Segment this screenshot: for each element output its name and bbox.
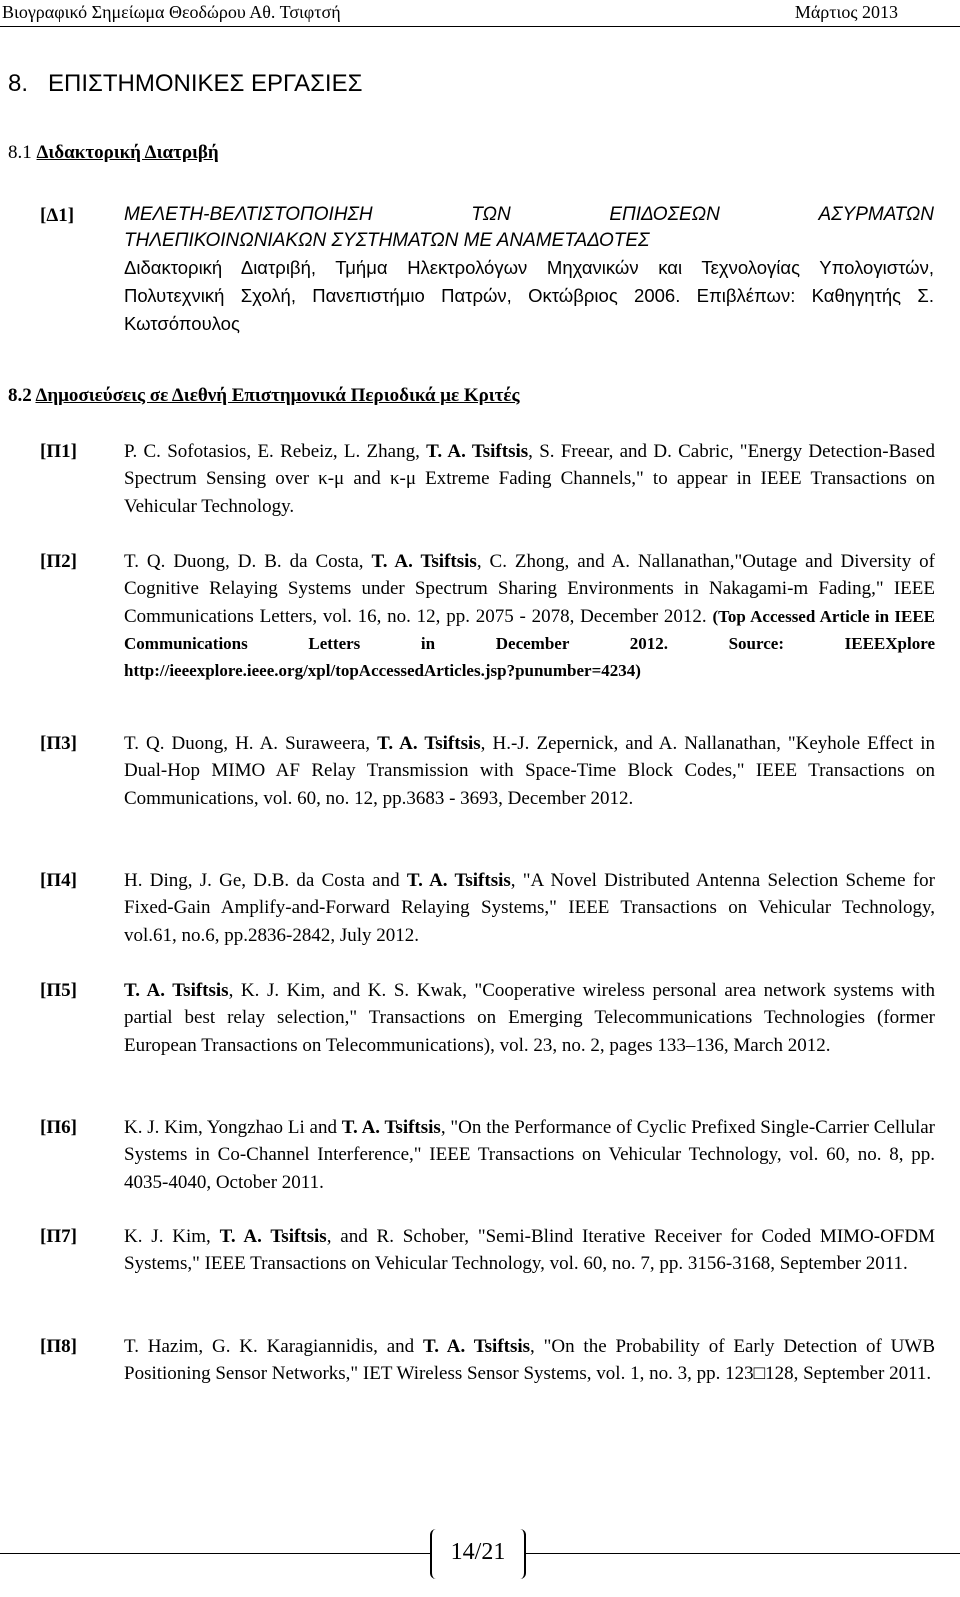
page-number-box <box>430 1529 526 1579</box>
paper-label: [Π2] <box>40 551 77 572</box>
paper-details: , H.-J. Zepernick, and A. Nallanathan, "Keyhole Effect in Dual-Hop MIMO AF Relay Transmission with Space-Time Block Codes," IEEE Transactions on Communications, vol. 60, no. 12, pp.3683 - 3693, December 2012. <box>124 733 935 809</box>
subsection-text: Διδακτορική Διατριβή <box>36 142 219 163</box>
paper-citation <box>124 1223 935 1278</box>
page-number: 14/21 <box>450 1539 506 1565</box>
thesis-title-word: ΕΠΙΔΟΣΕΩΝ <box>609 204 720 225</box>
subsection-text: Δημοσιεύσεις σε Διεθνή Επιστημονικά Περιοδικά με Κριτές <box>35 385 520 406</box>
page-footer <box>0 1519 960 1579</box>
paper-authors-pre: T. Hazim, G. K. Karagiannidis, and <box>124 1336 423 1357</box>
paper-citation <box>124 438 935 520</box>
section-title: 8. ΕΠΙΣΤΗΜΟΝΙΚΕΣ ΕΡΓΑΣΙΕΣ <box>8 70 363 97</box>
paper-label: [Π7] <box>40 1226 77 1247</box>
subsection-title-thesis <box>8 142 219 164</box>
thesis-title-word: ΜΕΛΕΤΗ-ΒΕΛΤΙΣΤΟΠΟΙΗΣΗ <box>124 204 373 225</box>
paper-highlight-author: T. A. Tsiftsis <box>406 870 511 891</box>
paper-citation <box>124 730 935 812</box>
paper-highlight-author: T. A. Tsiftsis <box>377 733 481 754</box>
subsection-title-journals <box>8 385 520 407</box>
paper-authors-pre: P. C. Sofotasios, E. Rebeiz, L. Zhang, <box>124 441 427 462</box>
paper-highlight-author: T. A. Tsiftsis <box>124 980 229 1001</box>
page-header <box>0 0 960 27</box>
paper-details: , S. Freear, and D. Cabric, "Energy Detection-Based Spectrum Sensing over κ-μ and κ-μ Extreme Fading Channels," to appear in IEEE Transactions on Vehicular Technology. <box>124 441 935 517</box>
paper-highlight-author: T. A. Tsiftsis <box>426 441 529 462</box>
paper-label: [Π1] <box>40 441 77 462</box>
paper-citation <box>124 1333 935 1388</box>
paper-authors-pre: H. Ding, J. Ge, D.B. da Costa and <box>124 870 407 891</box>
paper-citation <box>124 1114 935 1196</box>
thesis-title-word: ΑΣΥΡΜΑΤΩΝ <box>818 204 934 225</box>
paper-citation <box>124 548 935 684</box>
header-date: Μάρτιος 2013 <box>794 2 898 22</box>
paper-authors-pre: T. Q. Duong, H. A. Suraweera, <box>124 733 378 754</box>
paper-highlight-author: T. A. Tsiftsis <box>422 1336 531 1357</box>
paper-details: , "On the Performance of Cyclic Prefixed Single-Carrier Cellular Systems in Co-Channel Interference," IEEE Transactions on Vehicular Technology, vol. 60, no. 8, pp. 4035-4040, October 2011. <box>124 1117 935 1193</box>
thesis-title-line2: ΤΗΛΕΠΙΚΟΙΝΩΝΙΑΚΩΝ ΣΥΣΤΗΜΑΤΩΝ ΜΕ ΑΝΑΜΕΤΑΔΟΤΕΣ <box>124 230 650 251</box>
thesis-details: Διδακτορική Διατριβή, Τμήμα Ηλεκτρολόγων Μηχανικών και Τεχνολογίας Υπολογιστών, Πολυτεχνική Σχολή, Πανεπιστήμιο Πατρών, Οκτώβριος 2006. Επιβλέπων: Καθηγητής Σ. Κωτσόπουλος <box>124 257 934 334</box>
thesis-title-line1 <box>124 202 934 228</box>
paper-label: [Π5] <box>40 980 77 1001</box>
paper-label: [Π6] <box>40 1117 77 1138</box>
thesis-label: [Δ1] <box>40 205 75 226</box>
thesis-title-word: ΤΩΝ <box>471 204 511 225</box>
paper-highlight-author: T. A. Tsiftsis <box>341 1117 441 1138</box>
paper-label: [Π8] <box>40 1336 77 1357</box>
paper-highlight-author: T. A. Tsiftsis <box>219 1226 327 1247</box>
paper-label: [Π4] <box>40 870 77 891</box>
paper-details: , "On the Probability of Early Detection of UWB Positioning Sensor Networks," IET Wireless Sensor Systems, vol. 1, no. 3, pp. 123□128, September 2011. <box>124 1336 935 1385</box>
paper-authors-pre: K. J. Kim, <box>124 1226 220 1247</box>
paper-label: [Π3] <box>40 733 77 754</box>
subsection-number: 8.2 <box>8 385 36 406</box>
paper-note: (Top Accessed Article in IEEE Communications Letters in December 2012. Source: IEEEXplore http://ieeexplore.ieee.org/xpl/topAccessedArticles.jsp?punumber=4234) <box>124 606 935 681</box>
paper-citation <box>124 867 935 949</box>
paper-details: , K. J. Kim, and K. S. Kwak, "Cooperative wireless personal area network systems with partial best relay selection," Transactions on Emerging Telecommunications Technologies (former European Transactions on Telecommunications), vol. 23, no. 2, pages 133–136, March 2012. <box>124 980 935 1056</box>
header-title: Βιογραφικό Σημείωμα Θεοδώρου Αθ. Τσιφτσή <box>2 2 341 22</box>
paper-authors-pre: K. J. Kim, Yongzhao Li and <box>124 1117 342 1138</box>
paper-citation <box>124 977 935 1059</box>
paper-highlight-author: T. A. Tsiftsis <box>371 551 477 572</box>
paper-details: , and R. Schober, "Semi-Blind Iterative Receiver for Coded MIMO-OFDM Systems," IEEE Transactions on Vehicular Technology, vol. 60, no. 7, pp. 3156-3168, September 2011. <box>124 1226 935 1275</box>
subsection-number: 8.1 <box>8 142 37 163</box>
paper-details: , C. Zhong, and A. Nallanathan,"Outage and Diversity of Cognitive Relaying Systems under Spectrum Sharing Environments in Nakagami-m Fading," IEEE Communications Letters, vol. 16, no. 12, pp. 2075 - 2078, December 2012. <box>124 551 936 627</box>
paper-authors-pre: T. Q. Duong, D. B. da Costa, <box>124 551 372 572</box>
paper-details: , "A Novel Distributed Antenna Selection Scheme for Fixed-Gain Amplify-and-Forward Relaying Systems," IEEE Transactions on Vehicular Technology, vol.61, no.6, pp.2836-2842, July 2012. <box>124 870 936 946</box>
